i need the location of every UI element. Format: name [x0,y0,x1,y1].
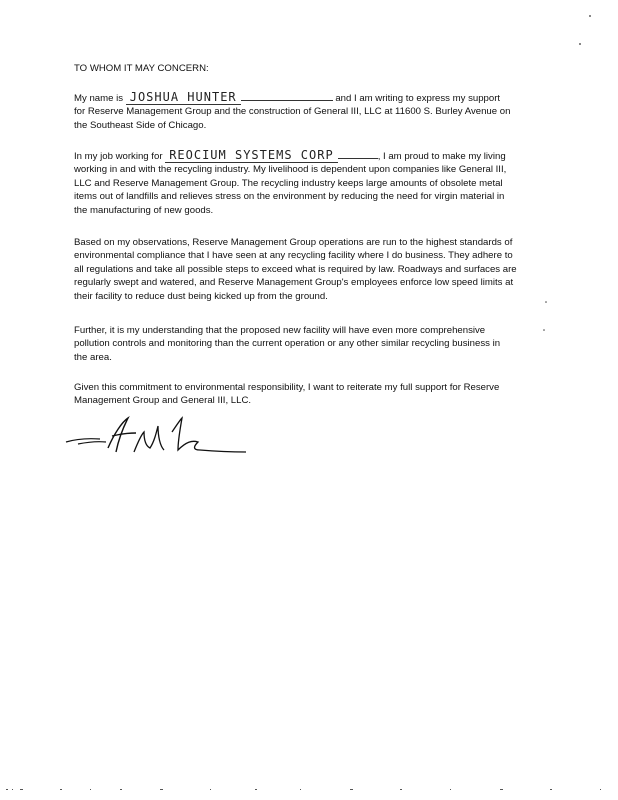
employer-blank-line [338,148,378,159]
p1-rest: and I am writing to express my support [335,93,501,104]
name-blank-line [241,90,333,101]
p1-line-2: for Reserve Management Group and the construction of General III, LLC at 11600 S. Burley Avenue on [74,106,511,118]
p3-line-4: regularly swept and watered, and Reserve Management Group's employees enforce low speed limits at [74,277,514,289]
p5-line-2: Management Group and General III, LLC. [74,395,252,407]
paragraph-further [74,324,542,364]
p4-line-1: Further, it is my understanding that the proposed new facility will have even more comprehensive [74,325,486,336]
paragraph-name [74,90,542,132]
p2-line-1 [74,148,542,163]
p3-line-3: all regulations and take all possible steps to exceed what is required by law. Roadways and surfaces are [74,263,517,275]
p2-line-5: the manufacturing of new goods. [74,204,214,216]
p2-rest: , I am proud to make my living [377,151,506,162]
p1-line-1 [74,90,542,105]
p1-line-3: the Southeast Side of Chicago. [74,119,207,131]
p3-line-1: Based on my observations, Reserve Management Group operations are run to the highest standards of [74,237,513,248]
p2-line-4: items out of landfills and relieves stress on the environment by reducing the need for virgin material in [74,191,505,203]
salutation: TO WHOM IT MAY CONCERN: [74,63,209,74]
p5-line-1: Given this commitment to environmental responsibility, I want to reiterate my full support for Reserve [74,382,500,393]
p3-line-2: environmental compliance that I have seen at any recycling facility where I do business. They adhere to [74,250,513,262]
handwritten-name: JOSHUA HUNTER [126,90,241,105]
paragraph-employer [74,148,542,217]
paragraph-observations [74,236,542,303]
signature-image [62,412,262,462]
p2-prefix: In my job working for [74,151,163,162]
p3-line-5: their facility to reduce dust being kicked up from the ground. [74,290,328,302]
p4-line-2: pollution controls and monitoring than the current operation or any other similar recycling business in [74,338,501,350]
handwritten-employer: REOCIUM SYSTEMS CORP [165,148,338,163]
scan-footer-noise [0,786,618,794]
paragraph-closing [74,381,542,408]
p2-line-2: working in and with the recycling industry. My livelihood is dependent upon companies like General III, [74,164,507,176]
p4-line-3: the area. [74,351,112,363]
p1-prefix: My name is [74,93,124,104]
p2-line-3: LLC and Reserve Management Group. The recycling industry keeps large amounts of obsolete metal [74,177,503,189]
